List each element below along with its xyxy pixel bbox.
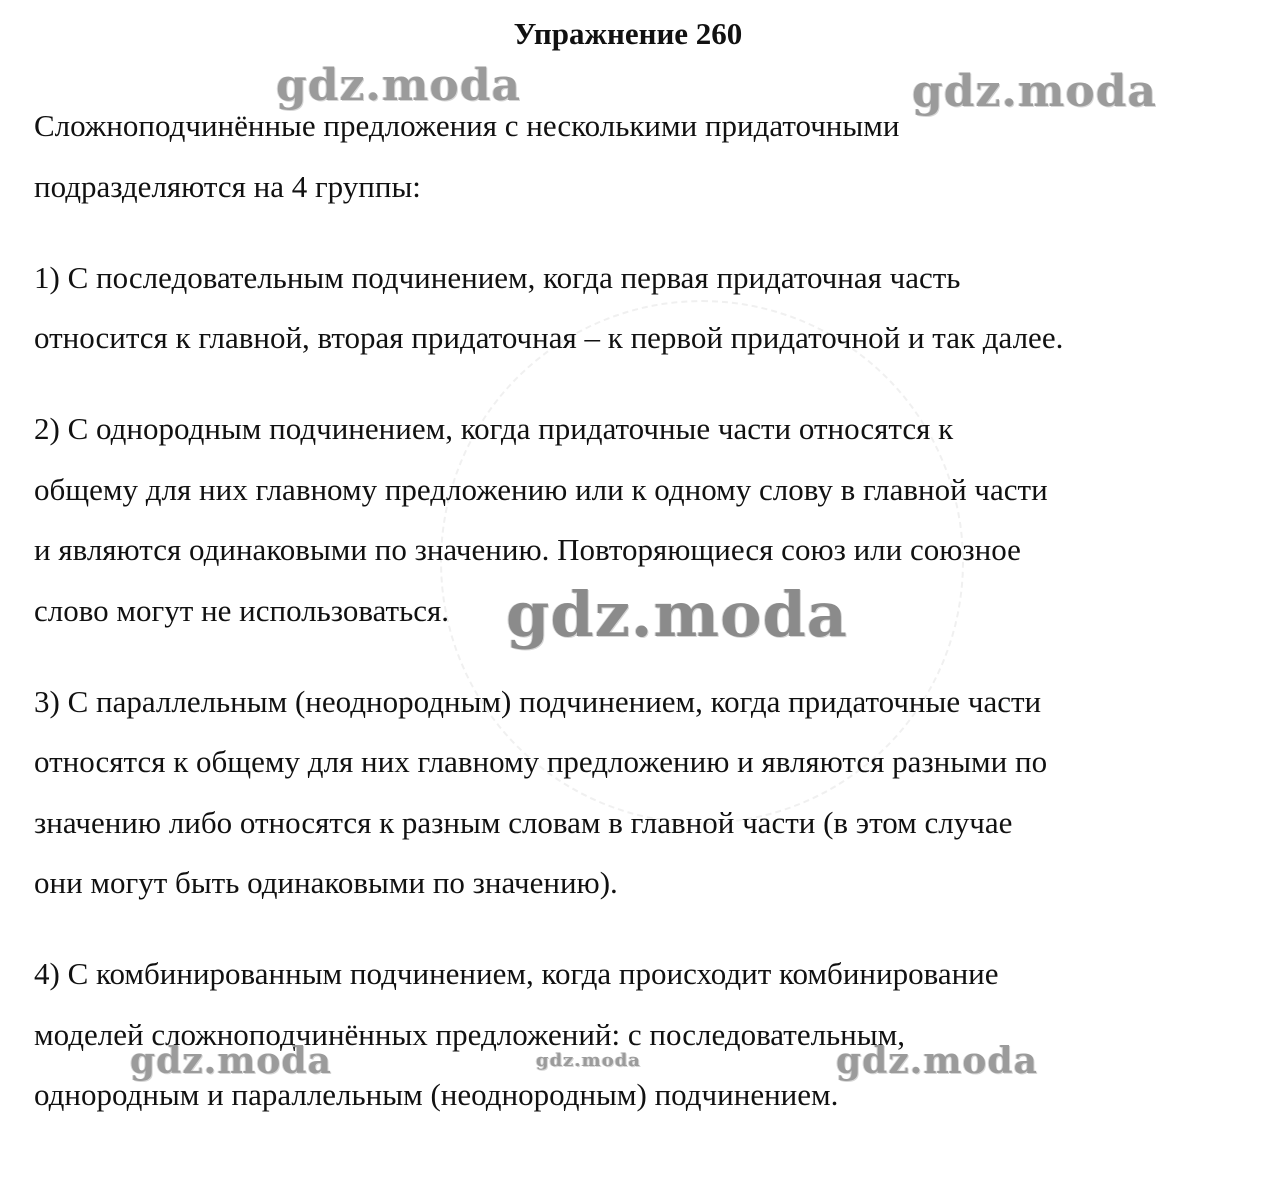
watermark-bottom-right: gdz.moda xyxy=(836,1040,1038,1082)
paragraph-intro: Сложноподчинённые предложения с несколькими придаточными подразделяются на 4 группы: xyxy=(34,108,900,204)
paragraph-group-1: 1) С последовательным подчинением, когда первая придаточная часть относится к главной, вторая придаточная – к первой придаточной и так далее. xyxy=(34,259,1064,355)
watermark-top-left: gdz.moda xyxy=(276,60,522,111)
watermark-top-right: gdz.moda xyxy=(912,66,1158,117)
watermark-center: gdz.moda xyxy=(506,578,848,651)
watermark-bottom-center: gdz.moda xyxy=(536,1050,641,1071)
watermark-bottom-left: gdz.moda xyxy=(130,1040,332,1082)
paragraph-group-4: 4) С комбинированным подчинением, когда происходит комбинирование моделей сложноподчинённых предложений: с последовательным, однородным и параллельным (неоднородным) подчинением. xyxy=(34,956,999,1112)
paragraph-group-2: 2) С однородным подчинением, когда придаточные части относятся к общему для них главному предложению или к одному слову в главной части и являются одинаковыми по значению. Повторяющиеся союз или союзное слово могут не использоваться. xyxy=(34,411,1048,628)
exercise-title: Упражнение 260 xyxy=(513,16,743,51)
paragraph-group-3: 3) С параллельным (неоднородным) подчинением, когда придаточные части относятся к общему для них главному предложению и являются разными по значению либо относятся к разным словам в главной части (в этом случае они могут быть одинаковыми по значению). xyxy=(34,683,1048,900)
